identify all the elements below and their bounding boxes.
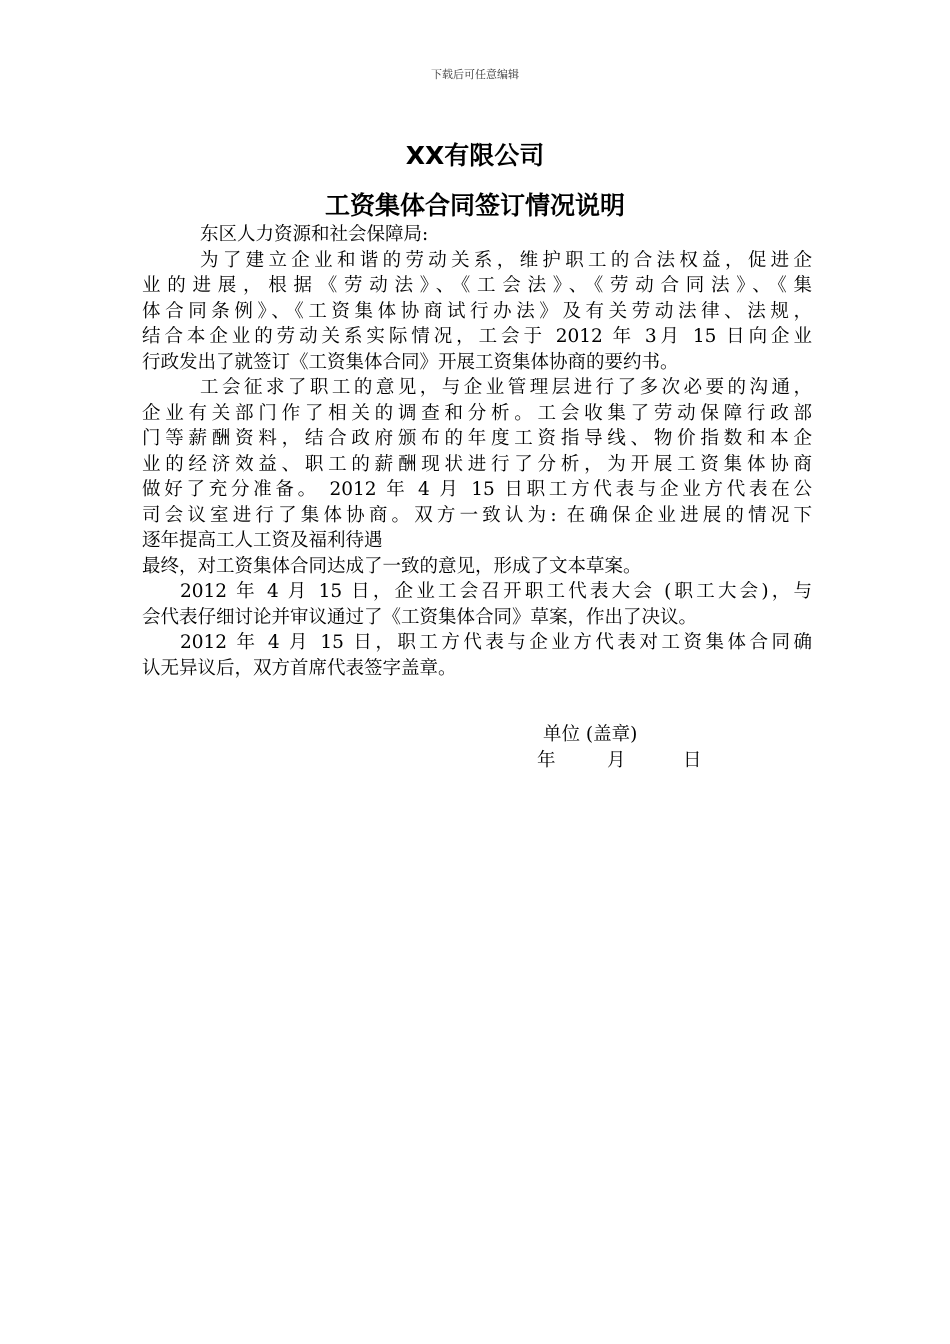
paragraph-line: 业的进展，根据《劳动法》、《工会法》、《劳动合同法》、《集	[142, 275, 812, 296]
signature-month: 月	[607, 750, 626, 771]
paragraph-line: 司会议室进行了集体协商。双方一致认为: 在确保企业进展的情况下	[142, 504, 812, 526]
paragraph-line: 企业有关部门作了相关的调查和分析。工会收集了劳动保障行政部	[142, 402, 812, 424]
paragraph-line: 业的经济效益、职工的薪酬现状进行了分析，为开展工资集体协商	[142, 453, 812, 475]
paragraph-line: 最终，对工资集体合同达成了一致的意见，形成了文本草案。	[142, 555, 642, 577]
paragraph-line: 2012 年 4 月 15 日，职工方代表与企业方代表对工资集体合同确	[180, 632, 812, 653]
paragraph-line: 2012 年 4 月 15 日，企业工会召开职工代表大会 (职工大会)，与	[180, 581, 812, 602]
document-body	[142, 222, 812, 681]
paragraph-line: 逐年提高工人工资及福利待遇	[142, 530, 383, 551]
paragraph-line: 会代表仔细讨论并审议通过了《工资集体合同》草案，作出了决议。	[142, 606, 698, 628]
paragraph-line: 认无异议后，双方首席代表签字盖章。	[142, 657, 457, 679]
header-note: 下载后可任意编辑	[431, 68, 519, 81]
addressee-line: 东区人力资源和社会保障局:	[200, 224, 429, 245]
paragraph-line: 做好了充分准备。 2012 年 4 月 15 日职工方代表与企业方代表在公	[142, 479, 812, 500]
company-title: XX有限公司	[405, 141, 545, 170]
paragraph-line: 结合本企业的劳动关系实际情况，工会于 2012 年 3月 15 日向企业	[142, 326, 812, 347]
signature-day: 日	[683, 750, 702, 771]
signature-unit: 单位 (盖章)	[543, 724, 638, 745]
signature-date	[537, 746, 702, 772]
paragraph-line: 门等薪酬资料，结合政府颁布的年度工资指导线、物价指数和本企	[142, 428, 812, 449]
paragraph-line: 体合同条例》、《工资集体协商试行办法》及有关劳动法律、法规，	[142, 300, 812, 322]
paragraph-line: 行政发出了就签订《工资集体合同》开展工资集体协商的要约书。	[142, 351, 679, 373]
paragraph-line: 为了建立企业和谐的劳动关系，维护职工的合法权益，促进企	[200, 249, 812, 271]
paragraph-line: 工会征求了职工的意见，与企业管理层进行了多次必要的沟通，	[200, 377, 812, 398]
signature-year: 年	[537, 750, 556, 771]
document-title: 工资集体合同签订情况说明	[324, 191, 625, 220]
